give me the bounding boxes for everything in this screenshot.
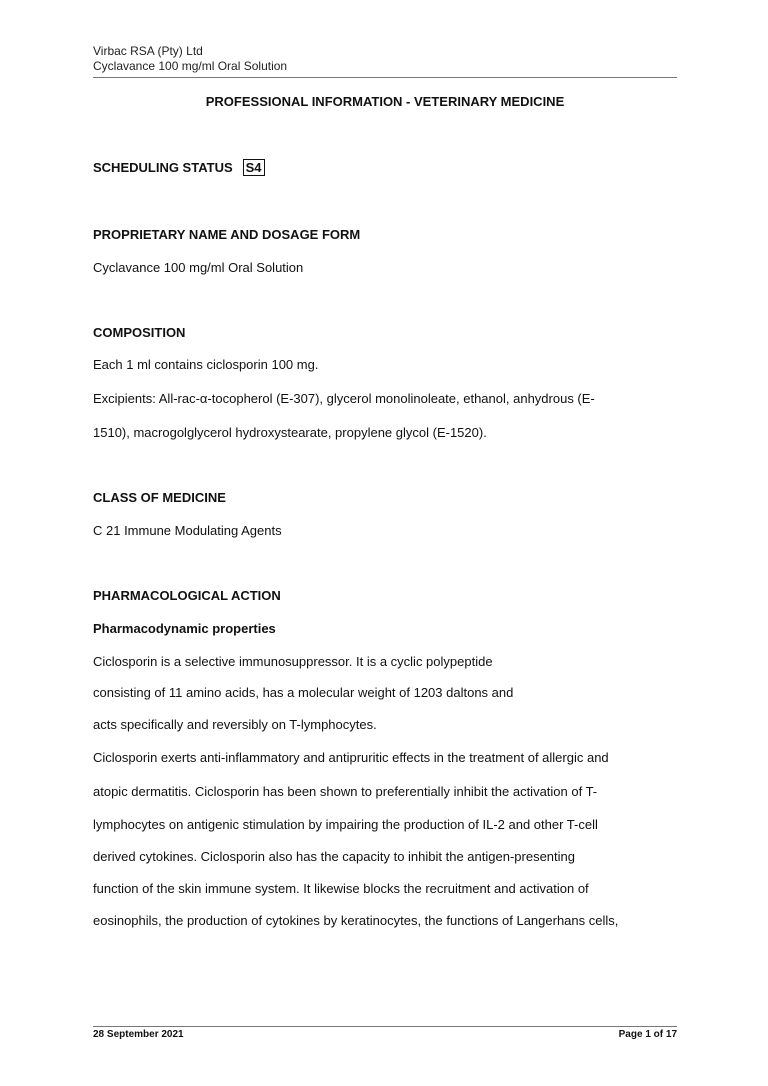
- body-line: function of the skin immune system. It likewise blocks the recruitment and activation of: [93, 881, 589, 896]
- body-line: Ciclosporin is a selective immunosuppressor. It is a cyclic polypeptide: [93, 654, 493, 669]
- composition-line: Excipients: All-rac-α-tocopherol (E-307), glycerol monolinoleate, ethanol, anhydrous (E-: [93, 391, 595, 406]
- composition-heading: COMPOSITION: [93, 325, 186, 340]
- pharmacodynamic-subheading: Pharmacodynamic properties: [93, 621, 276, 636]
- body-line: lymphocytes on antigenic stimulation by impairing the production of IL-2 and other T-cell: [93, 817, 598, 832]
- body-line: eosinophils, the production of cytokines by keratinocytes, the functions of Langerhans cells,: [93, 913, 619, 928]
- body-line: Ciclosporin exerts anti-inflammatory and antipruritic effects in the treatment of allergic and: [93, 750, 609, 765]
- footer-page-number: Page 1 of 17: [618, 1029, 677, 1040]
- scheduling-status-value: S4: [243, 159, 265, 176]
- document-title: PROFESSIONAL INFORMATION - VETERINARY MEDICINE: [205, 94, 565, 109]
- pharmacological-heading: PHARMACOLOGICAL ACTION: [93, 588, 281, 603]
- footer-date: 28 September 2021: [93, 1029, 184, 1040]
- footer-rule: [93, 1026, 677, 1027]
- class-heading: CLASS OF MEDICINE: [93, 490, 226, 505]
- body-line: consisting of 11 amino acids, has a molecular weight of 1203 daltons and: [93, 685, 514, 700]
- header-rule: [93, 77, 677, 78]
- composition-line: Each 1 ml contains ciclosporin 100 mg.: [93, 357, 319, 372]
- body-line: derived cytokines. Ciclosporin also has the capacity to inhibit the antigen-presenting: [93, 849, 575, 864]
- scheduling-status: [93, 159, 265, 176]
- proprietary-heading: PROPRIETARY NAME AND DOSAGE FORM: [93, 227, 361, 242]
- scheduling-status-label: SCHEDULING STATUS: [93, 160, 233, 175]
- body-line: atopic dermatitis. Ciclosporin has been shown to preferentially inhibit the activation of T-: [93, 784, 598, 799]
- composition-line: 1510), macrogolglycerol hydroxystearate, propylene glycol (E-1520).: [93, 425, 487, 440]
- running-header: [93, 44, 287, 74]
- body-line: acts specifically and reversibly on T-lymphocytes.: [93, 717, 377, 732]
- class-text: C 21 Immune Modulating Agents: [93, 523, 282, 538]
- header-product: Cyclavance 100 mg/ml Oral Solution: [93, 59, 288, 73]
- proprietary-text: Cyclavance 100 mg/ml Oral Solution: [93, 260, 304, 275]
- header-company: Virbac RSA (Pty) Ltd: [93, 44, 203, 58]
